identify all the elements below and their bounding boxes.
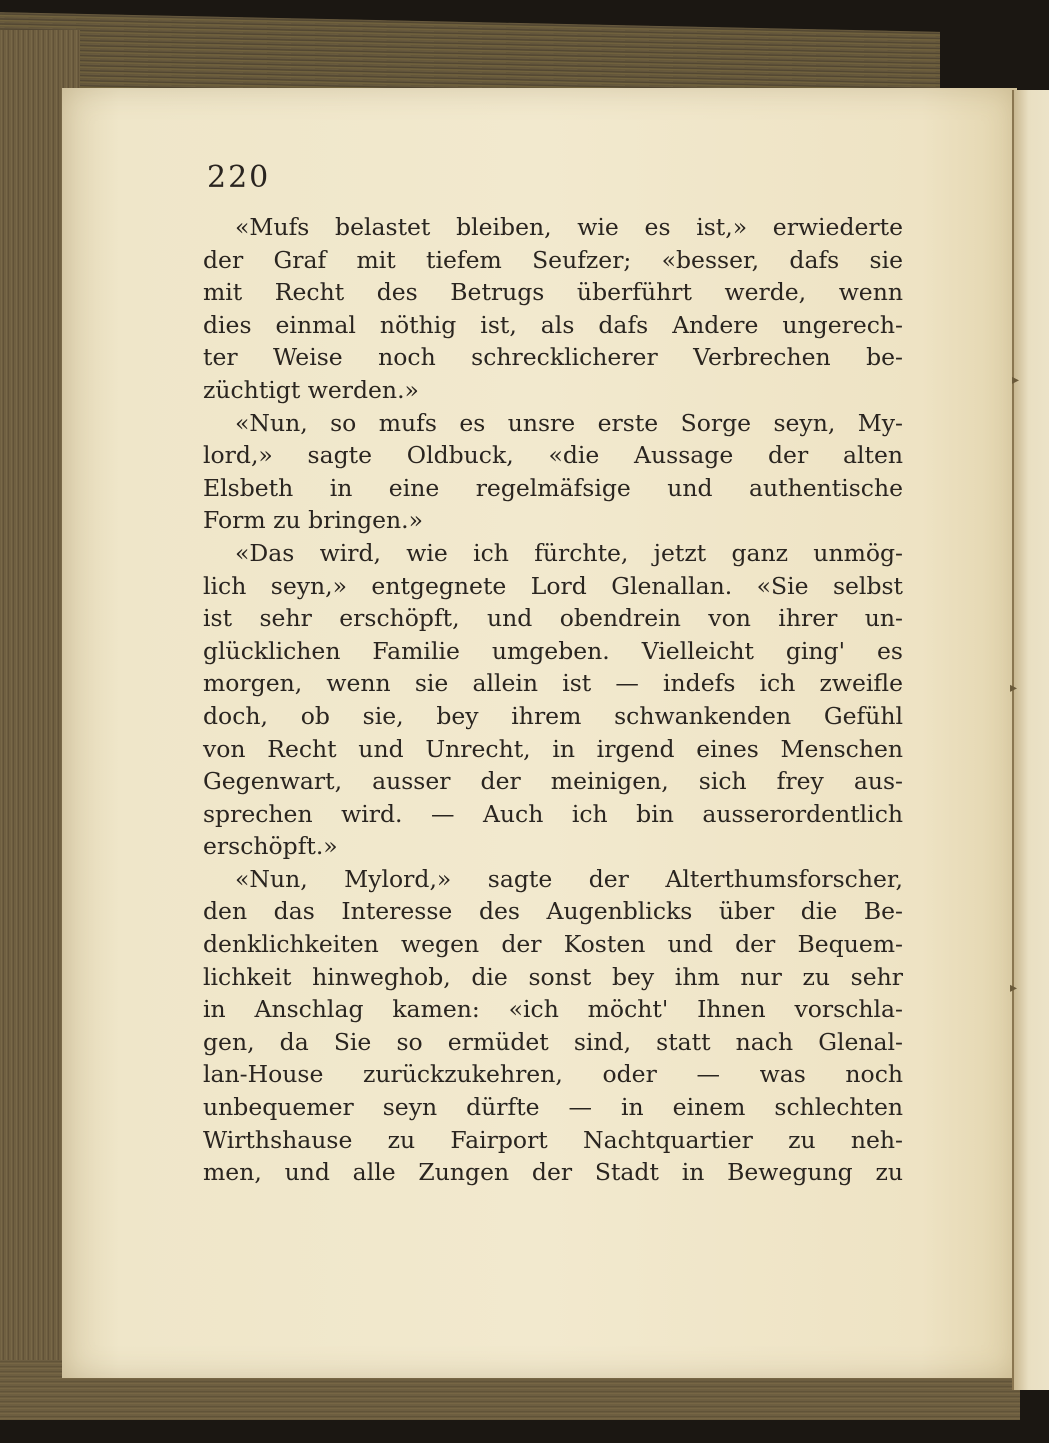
text-line: glücklichen Familie umgeben. Vielleicht ging' es xyxy=(203,636,903,665)
text-line: erschöpft.» xyxy=(203,832,338,861)
text-line: denklichkeiten wegen der Kosten und der Bequem- xyxy=(203,930,903,959)
text-line: Wirthshause zu Fairport Nachtquartier zu neh- xyxy=(203,1125,903,1154)
text-line: mit Recht des Betrugs überführt werde, wenn xyxy=(203,278,903,307)
page-number: 220 xyxy=(207,160,271,195)
text-line: Elsbeth in eine regelmäfsige und authentische xyxy=(203,473,903,502)
text-line: lan-House zurückzukehren, oder — was noch xyxy=(203,1060,903,1089)
text-line: ist sehr erschöpft, und obendrein von ihrer un- xyxy=(203,604,903,633)
margin-arrow-icon: ▸ xyxy=(1010,680,1018,696)
text-line: «Nun, so mufs es unsre erste Sorge seyn, My- xyxy=(235,408,903,437)
text-line: Form zu bringen.» xyxy=(203,506,424,535)
text-line: «Nun, Mylord,» sagte der Alterthumsforscher, xyxy=(235,864,903,893)
text-line: unbequemer seyn dürfte — in einem schlechten xyxy=(203,1093,903,1122)
facing-page-edge xyxy=(1012,90,1049,1390)
margin-arrow-icon: ▸ xyxy=(1010,980,1018,996)
text-line: morgen, wenn sie allein ist — indefs ich zweifle xyxy=(203,669,903,698)
text-line: den das Interesse des Augenblicks über die Be- xyxy=(203,897,903,926)
text-line: dies einmal nöthig ist, als dafs Andere ungerech- xyxy=(203,310,903,339)
text-line: «Mufs belastet bleiben, wie es ist,» erwiederte xyxy=(235,213,903,241)
text-line: men, und alle Zungen der Stadt in Bewegung zu xyxy=(203,1158,903,1187)
text-line: der Graf mit tiefem Seufzer; «besser, dafs sie xyxy=(203,245,903,274)
margin-arrow-icon: ▸ xyxy=(1012,372,1020,388)
text-line: lichkeit hinweghob, die sonst bey ihm nur zu sehr xyxy=(203,962,903,991)
text-line: züchtigt werden.» xyxy=(203,375,419,404)
text-line: von Recht und Unrecht, in irgend eines Menschen xyxy=(203,734,903,763)
text-line: doch, ob sie, bey ihrem schwankenden Gefühl xyxy=(203,701,903,730)
text-line: gen, da Sie so ermüdet sind, statt nach Glenal- xyxy=(203,1027,903,1056)
text-line: in Anschlag kamen: «ich möcht' Ihnen vorschla- xyxy=(203,995,903,1024)
text-line: Gegenwart, ausser der meinigen, sich frey aus- xyxy=(203,767,903,796)
page-text xyxy=(203,160,903,1189)
text-line: lord,» sagte Oldbuck, «die Aussage der alten xyxy=(203,441,903,470)
text-line: sprechen wird. — Auch ich bin ausserordentlich xyxy=(203,799,903,828)
text-line: ter Weise noch schrecklicherer Verbrechen be- xyxy=(203,343,903,372)
text-line: lich seyn,» entgegnete Lord Glenallan. «Sie selbst xyxy=(203,571,903,600)
text-line: «Das wird, wie ich fürchte, jetzt ganz unmög- xyxy=(235,538,903,567)
